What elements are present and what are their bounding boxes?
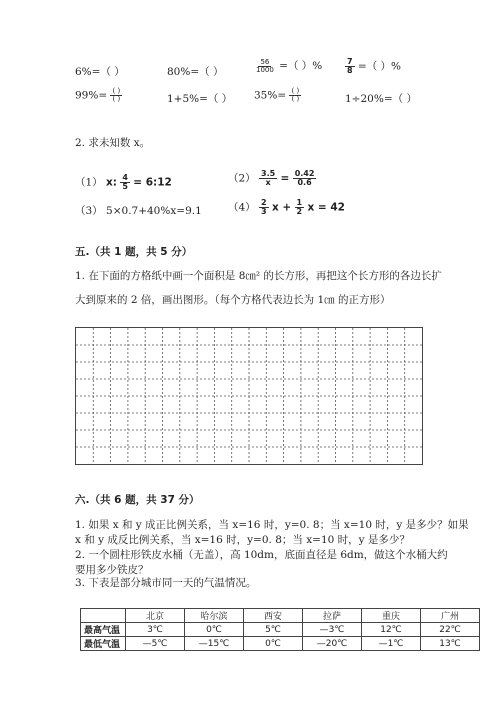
equation-label: （4） (228, 201, 256, 214)
equation-1 (75, 174, 172, 191)
expr-6-percent: 6%=（ ） (75, 66, 125, 78)
frac-numerator-blank: ( ) (291, 87, 300, 95)
frac-numerator-blank: ( ) (112, 87, 121, 95)
table-cell: 3℃ (126, 623, 185, 637)
city-guangzhou: 广州 (421, 609, 480, 623)
frac-denominator: 5 (122, 182, 128, 191)
table-header-row (81, 609, 480, 623)
table-cell: —1℃ (362, 637, 421, 651)
table-cell: —15℃ (185, 637, 244, 651)
row-label-low: 最低气温 (81, 637, 126, 651)
city-beijing: 北京 (126, 609, 185, 623)
expr-lead: 99%= (75, 89, 108, 102)
equation-tail: x = 42 (307, 201, 345, 214)
question-5-line-2: 大到原来的 2 倍，画出图形。（每个方格代表边长为 1㎝ 的正方形） (75, 294, 391, 306)
equation-3 (75, 203, 202, 218)
frac-denominator: 1000 (256, 65, 274, 74)
city-chongqing: 重庆 (362, 609, 421, 623)
expr-1-div-20-percent: 1÷20%=（ ） (345, 93, 417, 105)
expr-80-percent: 80%=（ ） (167, 66, 224, 78)
expr-tail: =（ ）% (279, 60, 323, 72)
city-xian: 西安 (244, 609, 303, 623)
table-cell: 0℃ (185, 623, 244, 637)
question-6-2-line-1: 2. 一个圆柱形铁皮水桶（无盖），高 10dm，底面直径是 6dm，做这个水桶大约 (75, 549, 448, 561)
table-cell: —20℃ (303, 637, 362, 651)
question-6-1-line-1: 1. 如果 x 和 y 成正比例关系，当 x=16 时，y=0. 8；当 x=10 时，y 是多少？如果 (75, 519, 469, 531)
equation-tail: = 6:12 (133, 176, 172, 189)
table-cell: 5℃ (244, 623, 303, 637)
frac-denominator-blank: ( ) (291, 95, 300, 103)
frac-numerator: 0.42 (294, 169, 315, 178)
row-label-high: 最高气温 (81, 623, 126, 637)
table-row (81, 637, 480, 651)
question-2-title: 2. 求未知数 x。 (75, 137, 151, 149)
table-cell: 12℃ (362, 623, 421, 637)
question-6-1-line-2: x 和 y 成反比例关系，当 x=16 时，y=0. 8；当 x=10 时，y 是多少？ (75, 534, 410, 546)
expr-99-percent (75, 88, 122, 103)
frac-numerator: 1 (296, 198, 303, 207)
expr-tail: =（ ）% (357, 60, 402, 73)
frac-numerator: 7 (347, 57, 353, 66)
frac-denominator: 8 (347, 66, 353, 75)
expr-lead: 35%= (254, 89, 287, 102)
equation-4 (228, 199, 345, 216)
equation-label: （3） (75, 205, 103, 217)
expr-56-over-1000 (254, 58, 322, 74)
frac-denominator: 3 (261, 207, 267, 216)
grid-lines (76, 328, 424, 466)
graph-paper-grid[interactable] (75, 327, 423, 465)
frac-denominator: 2 (296, 207, 303, 216)
table-cell: 22℃ (421, 623, 480, 637)
frac-denominator: 0.6 (297, 178, 312, 187)
question-6-2-line-2: 要用多少铁皮？ (75, 564, 149, 576)
equation-label: （1） (75, 176, 103, 189)
expr-7-over-8 (345, 58, 401, 75)
equation-2 (228, 170, 316, 187)
expr-35-percent (254, 88, 301, 103)
frac-denominator-blank: ( ) (112, 95, 121, 103)
question-6-3: 3. 下表是部分城市同一天的气温情况。 (75, 577, 257, 589)
table-corner-cell (81, 609, 126, 623)
equation-text: 5×0.7+40%x=9.1 (106, 205, 202, 217)
table-row (81, 623, 480, 637)
section-5-title: 五.（共 1 题，共 5 分） (75, 246, 193, 258)
frac-numerator: 3.5 (261, 169, 276, 178)
equation-mid: x + (271, 201, 292, 214)
equation-label: （2） (228, 172, 256, 185)
expr-1-plus-5-percent: 1+5%=（ ） (167, 93, 233, 105)
equation-lead: x: (106, 176, 118, 189)
table-cell: 13℃ (421, 637, 480, 651)
table-cell: —3℃ (303, 623, 362, 637)
question-5-line-1: 1. 在下面的方格纸中画一个面积是 8㎝² 的长方形，再把这个长方形的各边长扩 (75, 270, 442, 282)
frac-numerator: 56 (260, 57, 270, 66)
city-lhasa: 拉萨 (303, 609, 362, 623)
frac-numerator: 4 (122, 173, 128, 182)
city-harbin: 哈尔滨 (185, 609, 244, 623)
frac-denominator: x (265, 178, 271, 187)
table-cell: —5℃ (126, 637, 185, 651)
equation-equals: = (280, 172, 290, 185)
frac-numerator: 2 (261, 198, 267, 207)
table-cell: 0℃ (244, 637, 303, 651)
section-6-title: 六.（共 6 题，共 37 分） (75, 494, 200, 506)
weather-table (80, 608, 480, 651)
